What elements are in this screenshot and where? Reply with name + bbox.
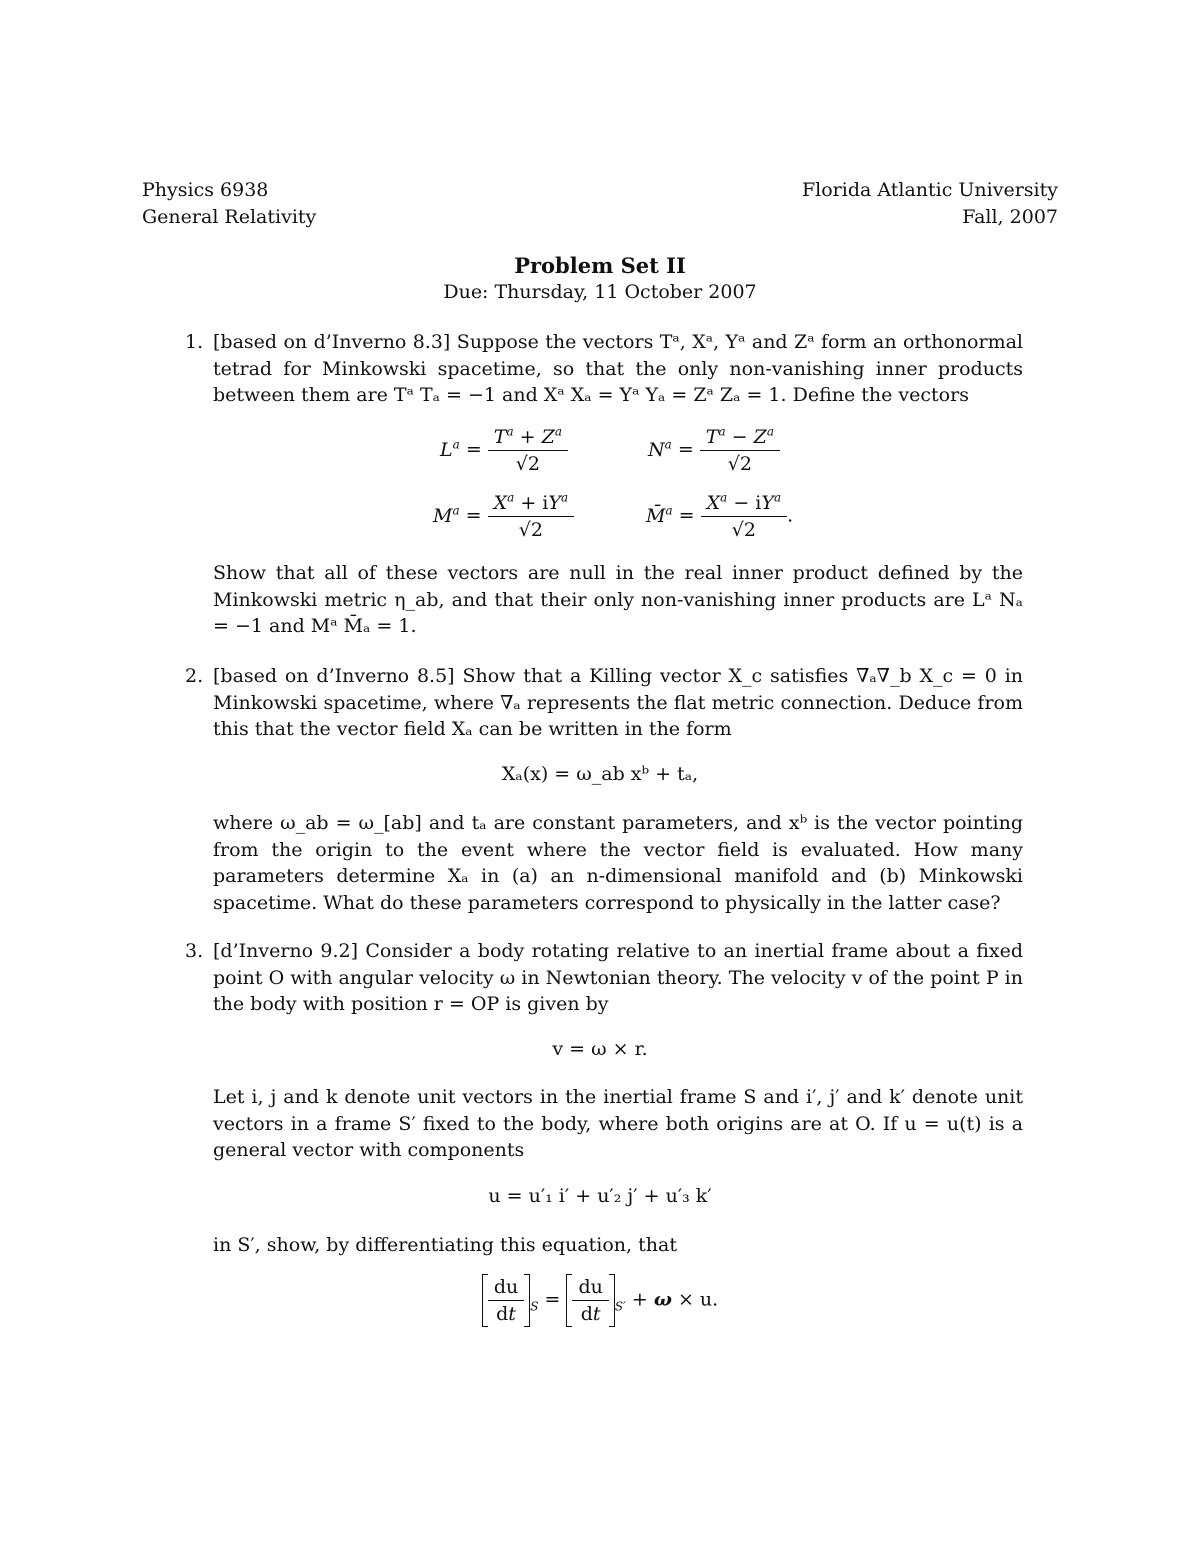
course-header [142, 177, 316, 231]
problem-2-intro [213, 663, 1023, 743]
eq-killing-vector: Xₐ(x) = ω_ab xᵇ + tₐ, [501, 763, 699, 785]
course-name: General Relativity [142, 206, 317, 228]
course-number: Physics 6938 [142, 179, 269, 201]
page-title: Problem Set II [514, 253, 686, 278]
eq-M: $M^a$ = $\frac{X^a + iY^a}{√2}$ [433, 490, 574, 543]
problem-2-text-b: where ω_ab = ω_[ab] and tₐ are constant parameters, and xᵇ is the vector pointing from the origin to the event where the vector field is evaluated. How many parameters determine Xₐ in (a) an n-dimensional manifold and (b) Minkowski spacetime. What do these parameters correspond to physically in the latter case? [213, 812, 1023, 914]
problem-2-text-a: Show that a Killing vector X_c satisfies ∇ₐ∇_b X_c = 0 in Minkowski spacetime, where ∇ₐ represents the flat metric connection. Deduce from this that the vector field Xₐ can be written in the form [213, 665, 1024, 740]
eq-velocity: v = ω × r. [552, 1038, 648, 1060]
problem-1-intro [213, 329, 1023, 409]
problem-1-text-a: Suppose the vectors Tᵃ, Xᵃ, Yᵃ and Zᵃ form an orthonormal tetrad for Minkowski spacetime, so that the only non-vanishing inner products between them are Tᵃ Tₐ = −1 and Xᵃ Xₐ = Yᵃ Yₐ = Zᵃ Zₐ = 1. Define the vectors [213, 331, 1023, 406]
due-date: Due: Thursday, 11 October 2007 [443, 281, 757, 303]
eq-components: u = u′₁ i′ + u′₂ j′ + u′₃ k′ [488, 1185, 712, 1207]
problem-1-source: [based on d’Inverno 8.3] [213, 331, 451, 353]
eq-N: $N^a$ = $\frac{T^a - Z^a}{√2}$ [648, 424, 780, 477]
problem-3-text-a: Consider a body rotating relative to an inertial frame about a fixed point O with angular velocity ω in Newtonian theory. The velocity v of the point P in the body with position r = OP is given by [213, 940, 1023, 1015]
problem-3-intro [213, 938, 1023, 1018]
problem-3-number: 3. [185, 940, 204, 962]
problem-3-text-c: in S′, show, by differentiating this equation, that [213, 1234, 677, 1256]
problem-3-text-b: Let i, j and k denote unit vectors in the inertial frame S and i′, j′ and k′ denote unit vectors in a frame S′ fixed to the body, where both origins are at O. If u = u(t) is a general vector with components [213, 1086, 1023, 1161]
problem-1-number: 1. [185, 331, 204, 353]
university-name: Florida Atlantic University [801, 179, 1058, 201]
problem-2-number: 2. [185, 665, 204, 687]
problem-3-source: [d’Inverno 9.2] [213, 940, 359, 962]
institution-header [802, 177, 1058, 231]
eq-L: $L^a$ = $\frac{T^a + Z^a}{√2}$ [440, 424, 568, 477]
problem-2-source: [based on d’Inverno 8.5] [213, 665, 455, 687]
term: Fall, 2007 [962, 206, 1058, 228]
eq-time-derivative: $\frac{du}{dt}$ $_S$ = $\frac{du}{dt}$ $_{S'}$ + ω × u. [0, 1274, 1200, 1327]
problem-1-text-b: Show that all of these vectors are null in the real inner product defined by the Minkowski metric η_ab, and that their only non-vanishing inner products are Lᵃ Nₐ = −1 and Mᵃ M̄ₐ = 1. [213, 562, 1023, 637]
eq-M-bar: M̄$^a$ = $\frac{X^a - iY^a}{√2}$ . [646, 490, 794, 541]
